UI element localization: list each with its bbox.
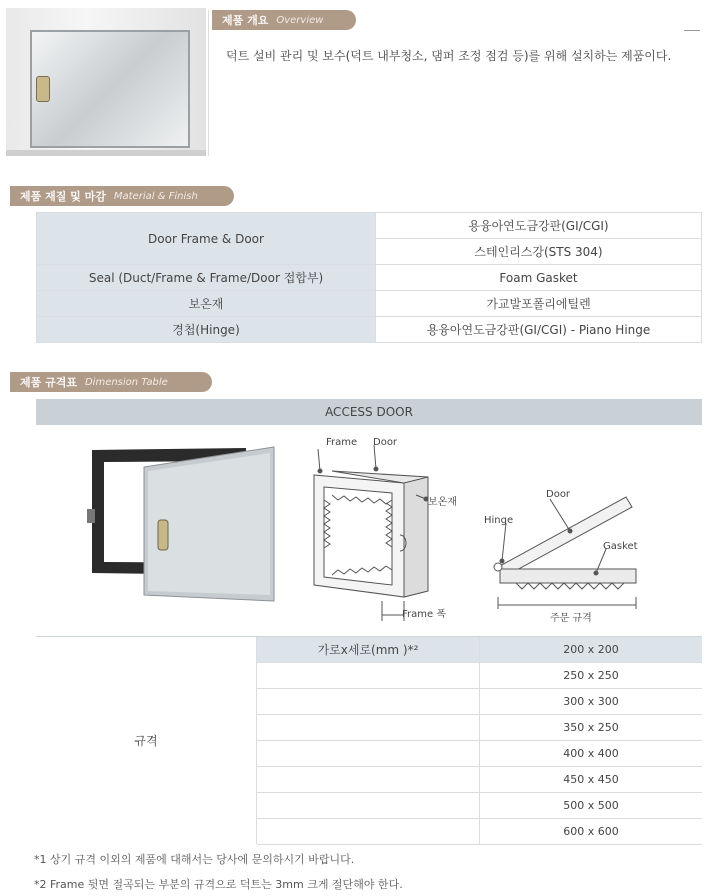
door2-figure-label: Door [546,489,571,500]
door-frame-value-1: 용융아연도금강판(GI/CGI) [376,213,702,239]
material-subtitle: Material & Finish [113,190,198,202]
table-row [257,689,702,715]
overview-tab [212,10,356,30]
door-label: Door [373,437,398,448]
size-value: 200 x 200 [480,637,702,662]
overview-subtitle: Overview [276,14,324,26]
photo-shadow [6,150,206,156]
size-value: 600 x 600 [563,825,619,838]
hinge-label: 경첩(Hinge) [37,317,376,343]
empty-cell [257,715,480,740]
decor-dash [684,30,700,31]
empty-cell [257,741,480,766]
table-row [257,715,702,741]
note-1: *1 상기 규격 이외의 제품에 대해서는 당사에 문의하시기 바랍니다. [34,853,355,866]
note-2: *2 Frame 뒷면 절곡되는 부분의 규격으로 덕트는 3mm 크게 절단해야 한다. [34,878,403,891]
table-row [257,793,702,819]
size-value: 250 x 250 [563,669,619,682]
frame-drawing [314,445,428,621]
table-row [37,213,702,239]
door-frame-value-2: 스테인리스강(STS 304) [376,239,702,265]
table-row [37,291,702,317]
dimension-subtitle: Dimension Table [84,376,168,388]
table-row [37,265,702,291]
latch-icon [36,76,50,102]
overview-description: 덕트 설비 관리 및 보수(덕트 내부청소, 댐퍼 조정 점검 등)를 위해 설치하는 제품이다. [226,49,672,63]
gasket-figure-label: Gasket [603,541,638,552]
spec-label: 규격 [36,637,257,844]
spec-header-row [257,637,702,663]
seal-label: Seal (Duct/Frame & Frame/Door 접합부) [37,265,376,291]
door-frame-label: Door Frame & Door [37,213,376,265]
size-value: 400 x 400 [563,747,619,760]
table-row [257,767,702,793]
table-row [37,317,702,343]
table-row [257,819,702,845]
dimension-tab [10,372,212,392]
table-row [257,741,702,767]
access-door-image [30,30,190,148]
size-value: 500 x 500 [563,799,619,812]
access-door-header: ACCESS DOOR [36,399,702,425]
seal-value: Foam Gasket [376,265,702,291]
dimension-title: 제품 규격표 [20,376,77,389]
size-value: 350 x 250 [563,721,619,734]
hinge-section-drawing [494,497,636,609]
empty-cell [257,689,480,714]
door-photo [87,447,274,601]
empty-cell [257,793,480,818]
access-door-figure [36,425,702,636]
divider [208,10,209,156]
hinge-value: 용융아연도금강판(GI/CGI) - Piano Hinge [376,317,702,343]
frame-label: Frame [326,437,358,448]
material-title: 제품 재질 및 마감 [20,190,106,203]
order-size-label: 주문 규격 [550,613,592,624]
size-value: 300 x 300 [563,695,619,708]
frame-width-label: Frame 폭 [402,609,446,620]
insulation-figure-label: 보온재 [428,497,457,508]
product-photo [6,8,206,156]
size-header: 가로x세로(mm )*² [257,637,480,662]
overview-title: 제품 개요 [222,14,269,27]
size-value: 450 x 450 [563,773,619,786]
hinge-figure-label: Hinge [484,515,514,526]
insulation-label: 보온재 [37,291,376,317]
empty-cell [257,819,480,844]
material-tab [10,186,234,206]
material-table [36,212,702,343]
access-door-drawings [36,425,702,636]
insulation-value: 가교발포폴리에틸렌 [376,291,702,317]
empty-cell [257,663,480,688]
table-row [257,663,702,689]
empty-cell [257,767,480,792]
